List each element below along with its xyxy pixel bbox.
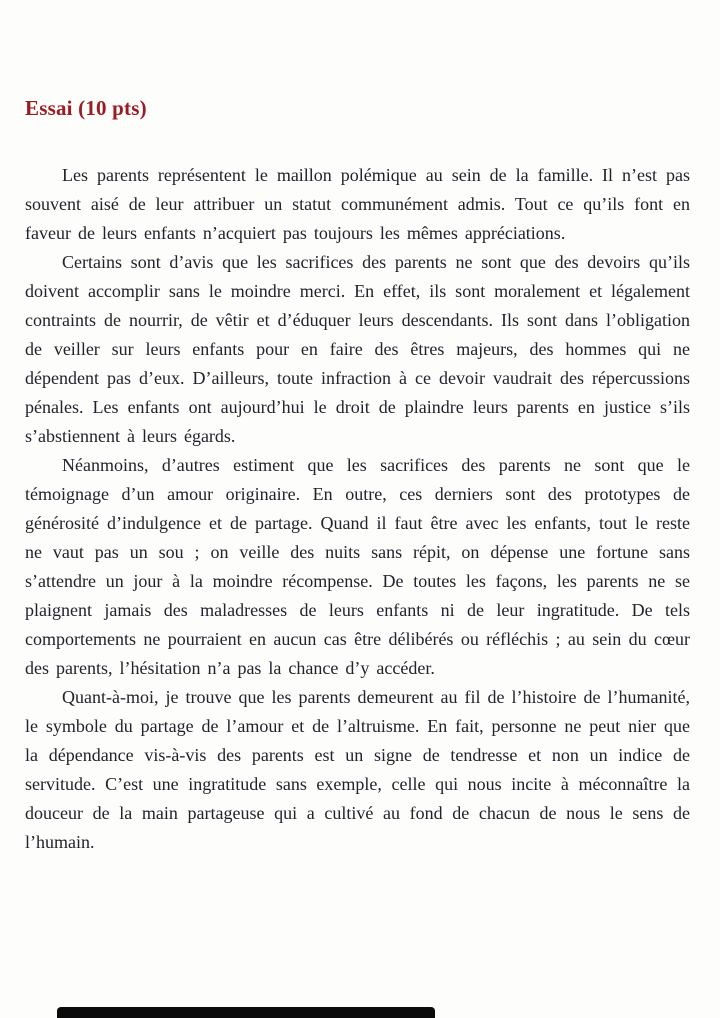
essay-paragraph-2: Certains sont d’avis que les sacrifices des parents ne sont que des devoirs qu’ils doivent accomplir sans le moindre merci. En effet, ils sont moralement et légalement contraints de nourrir, de vêtir et d’éduquer leurs descendants. Ils sont dans l’obligation de veiller sur leurs enfants pour en faire des êtres majeurs, des hommes qui ne dépendent pas d’eux. D’ailleurs, toute infraction à ce devoir vaudrait des répercussions pénales. Les enfants ont aujourd’hui le droit de plaindre leurs parents en justice s’ils s’abstiennent à leurs égards.: [25, 252, 690, 446]
essay-paragraph-3: Néanmoins, d’autres estiment que les sacrifices des parents ne sont que le témoignage d’un amour originaire. En outre, ces derniers sont des prototypes de générosité d’indulgence et de partage. Quand il faut être avec les enfants, tout le reste ne vaut pas un sou ; on veille des nuits sans répit, on dépense une fortune sans s’attendre un jour à la moindre récompense. De toutes les façons, les parents ne se plaignent jamais des maladresses de leurs enfants ni de leur ingratitude. De tels comportements ne pourraient en aucun cas être délibérés ou réfléchis ; au sein du cœur des parents, l’hésitation n’a pas la chance d’y accéder.: [25, 455, 690, 678]
essay-title: Essai (10 pts): [25, 96, 147, 120]
essay-paragraph-4: Quant-à-moi, je trouve que les parents demeurent au fil de l’histoire de l’humanité, le symbole du partage de l’amour et de l’altruisme. En fait, personne ne peut nier que la dépendance vis-à-vis des parents est un signe de tendresse et non un indice de servitude. C’est une ingratitude sans exemple, celle qui nous incite à méconnaître la douceur de la main partageuse qui a cultivé au fond de chacun de nous le sens de l’humain.: [25, 687, 690, 852]
scan-artifact-bar: [57, 1007, 435, 1018]
essay-paragraph-1: Les parents représentent le maillon polémique au sein de la famille. Il n’est pas souvent aisé de leur attribuer un statut communément admis. Tout ce qu’ils font en faveur de leurs enfants n’acquiert pas toujours les mêmes appréciations.: [25, 165, 690, 243]
